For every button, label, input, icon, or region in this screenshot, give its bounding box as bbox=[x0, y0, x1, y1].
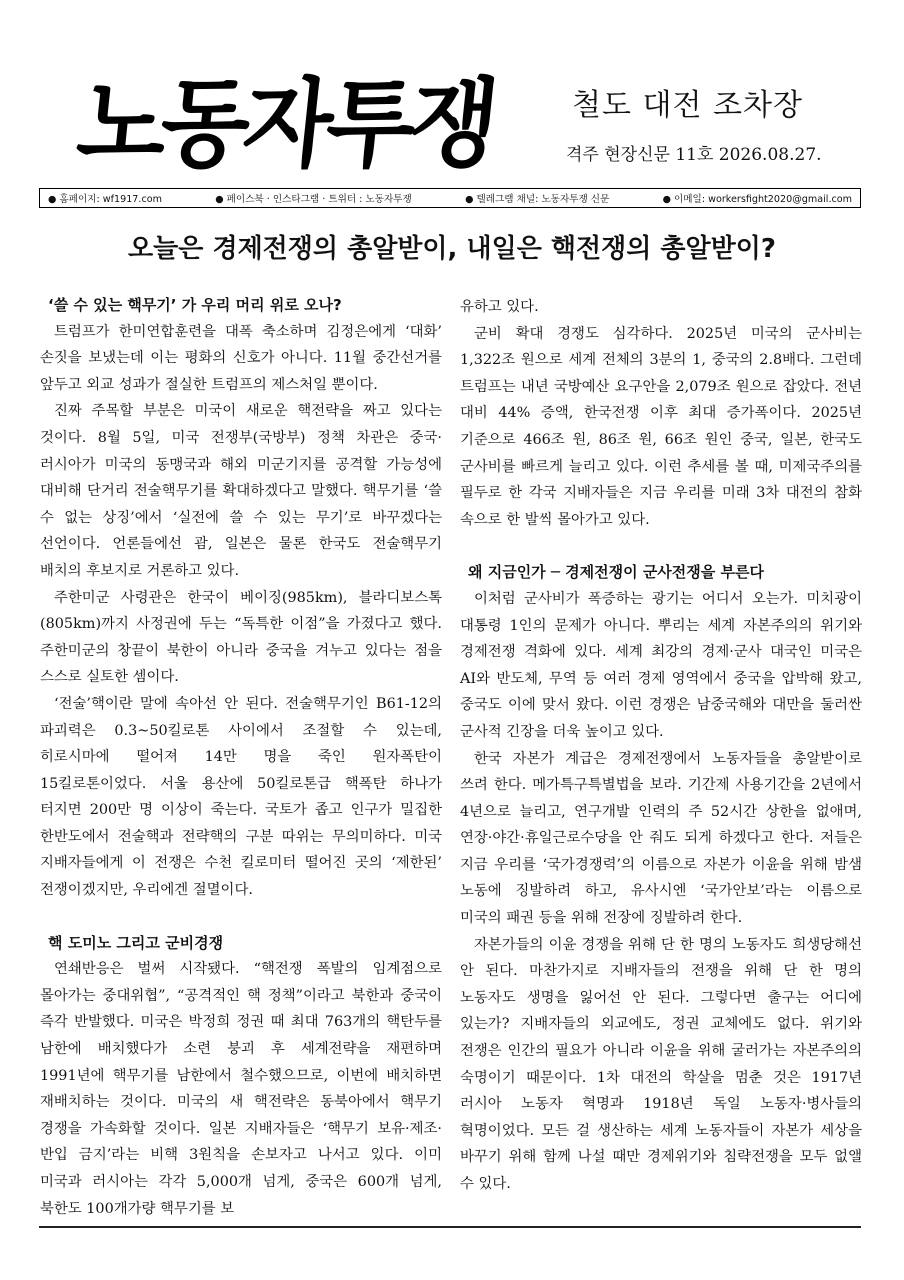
paragraph: ‘전술’핵이란 말에 속아선 안 된다. 전술핵무기인 B61-12의 파괴력은 0.3~50킬로톤 사이에서 조절할 수 있는데, 히로시마에 떨어져 14만 명을 죽인 원자폭탄이 15킬로톤이었다. 서울 용산에 50킬로톤급 핵폭탄 하나가 터지면 200만 명 이상이 죽는다. 국토가 좁고 인구가 밀집한 한반도에서 전술핵과 전략핵의 구분 따위는 무의미하다. 미국 지배자들에게 이 전쟁은 수천 킬로미터 떨어진 곳의 ‘제한된’ 전쟁이겠지만, 우리에겐 절멸이다. bbox=[40, 695, 442, 899]
masthead-logo: 노동자투쟁 bbox=[72, 68, 499, 181]
edition-title: 철도 대전 조차장 bbox=[572, 88, 803, 123]
headline: 오늘은 경제전쟁의 총알받이, 내일은 핵전쟁의 총알받이? bbox=[128, 234, 776, 264]
paragraph: 군비 확대 경쟁도 심각하다. 2025년 미국의 군사비는 1,322조 원으로 세계 전체의 3분의 1, 중국의 2.8배다. 그런데 트럼프는 내년 국방예산 요구안을 2,079조 원으로 잡았다. 전년 대비 44% 증액, 한국전쟁 이후 최대 증가폭이다. 2025년 기준으로 466조 원, 86조 원, 66조 원인 중국, 일본, 한국도 군사비를 빠르게 늘리고 있다. 이런 추세를 볼 때, 미제국주의를 필두로 한 각국 지배자들은 지금 우리를 미래 3차 대전의 참화 속으로 한 발씩 몰아가고 있다. bbox=[460, 325, 862, 528]
issue-info: 격주 현장신문 11호 2026.08.27. bbox=[566, 145, 822, 165]
paragraph: 연쇄반응은 벌써 시작됐다. “핵전쟁 폭발의 임계점으로 몰아가는 중대위협”, “공격적인 핵 정책”이라고 북한과 중국이 즉각 반발했다. 미국은 박정희 정권 때 최대 763개의 핵탄두를 남한에 배치했다가 소련 붕괴 후 세계전략을 재편하며 1991년에 핵무기를 남한에서 철수했으므로, 이번에 배치하면 재배치하는 것이다. 미국의 새 핵전략은 동북아에서 핵무기 경쟁을 가속화할 것이다. 일본 지배자들은 ‘핵무기 보유·제조·반입 금지’라는 비핵 3원칙을 손보자고 나서고 있다. 이미 미국과 러시아는 각각 5,000개 넘게, 중국은 600개 넘게, 북한도 100개가량 핵무기를 보 bbox=[40, 961, 442, 1217]
paragraph: 트럼프가 한미연합훈련을 대폭 축소하며 김정은에게 ‘대화’ 손짓을 보냈는데 이는 평화의 신호가 아니다. 11월 중간선거를 앞두고 외교 성과가 절실한 트럼프의 제스처일 뿐이다. bbox=[40, 323, 442, 393]
left-column bbox=[40, 292, 442, 1222]
paragraph: 자본가들의 이윤 경쟁을 위해 단 한 명의 노동자도 희생당해선 안 된다. 마찬가지로 지배자들의 전쟁을 위해 단 한 명의 노동자도 생명을 잃어선 안 된다. 그렇다면 출구는 어디에 있는가? 지배자들의 외교에도, 정권 교체에도 없다. 위기와 전쟁은 인간의 필요가 아니라 이윤을 위해 굴러가는 자본주의의 숙명이기 때문이다. 1차 대전의 학살을 멈춘 것은 1917년 러시아 노동자 혁명과 1918년 독일 노동자·병사들의 혁명이었다. 모든 걸 생산하는 세계 노동자들이 자본가 세상을 바꾸기 위해 함께 나설 때만 경제위기와 침략전쟁을 모두 없앨 수 있다. bbox=[460, 936, 862, 1192]
paragraph: 이처럼 군사비가 폭증하는 광기는 어디서 오는가. 미치광이 대통령 1인의 문제가 아니다. 뿌리는 세계 자본주의의 위기와 경제전쟁 격화에 있다. 세계 최강의 경제·군사 대국인 미국은 AI와 반도체, 무역 등 여러 경제 영역에서 중국을 압박해 왔고, 중국도 이에 맞서 왔다. 이런 경쟁은 남중국해와 대만을 둘러싼 군사적 긴장을 더욱 높이고 있다. bbox=[460, 590, 862, 740]
paragraph: 한국 자본가 계급은 경제전쟁에서 노동자들을 총알받이로 쓰려 한다. 메가특구특별법을 보라. 기간제 사용기간을 2년에서 4년으로 늘리고, 연구개발 인력의 주 52시간 상한을 없애며, 연장·야간·휴일근로수당을 안 줘도 되게 하겠다고 한다. 저들은 지금 우리를 ‘국가경쟁력’의 이름으로 자본가 이윤을 위해 밤샘 노동에 징발하려 하고, 유사시엔 ‘국가안보’라는 이름으로 미국의 패권 등을 위해 전장에 징발하려 한다. bbox=[460, 750, 862, 927]
email-link[interactable]: ● 이메일: workersfight2020@gmail.com bbox=[662, 194, 852, 205]
right-column bbox=[460, 294, 862, 1198]
paragraph: 유하고 있다. bbox=[460, 299, 539, 315]
section-title: 핵 도미노 그리고 군비경쟁 bbox=[48, 933, 224, 952]
paragraph: 주한미군 사령관은 한국이 베이징(985km), 블라디보스톡(805km)까지 사정권에 두는 “독특한 이점”을 가졌다고 했다. 주한미군의 창끝이 북한이 아니라 중국을 겨누고 있다는 점을 스스로 실토한 셈이다. bbox=[40, 589, 442, 686]
bottom-rule bbox=[39, 1226, 861, 1228]
section-title: ‘쓸 수 있는 핵무기’ 가 우리 머리 위로 오나? bbox=[48, 296, 342, 314]
section-title: 왜 지금인가 ─ 경제전쟁이 군사전쟁을 부른다 bbox=[468, 563, 764, 582]
sns-info: ● 페이스북 · 인스타그램 · 트위터 : 노동자투쟁 bbox=[215, 194, 412, 205]
contact-info-bar bbox=[39, 188, 861, 208]
telegram-info: ● 텔레그램 채널: 노동자투쟁 신문 bbox=[465, 194, 610, 205]
homepage-link[interactable]: ● 홈페이지: wf1917.com bbox=[48, 194, 162, 205]
paragraph: 진짜 주목할 부분은 미국이 새로운 핵전략을 짜고 있다는 것이다. 8월 5일, 미국 전쟁부(국방부) 정책 차관은 중국·러시아가 미국의 동맹국과 해외 미군기지를 공격할 가능성에 대비해 단거리 전술핵무기를 확대하겠다고 말했다. 핵무기를 ‘쓸 수 없는 상징’에서 ‘실전에 쓸 수 있는 무기’로 바꾸겠다는 선언이다. 언론들에선 괌, 일본은 물론 한국도 전술핵무기 배치의 후보지로 거론하고 있다. bbox=[40, 403, 442, 579]
